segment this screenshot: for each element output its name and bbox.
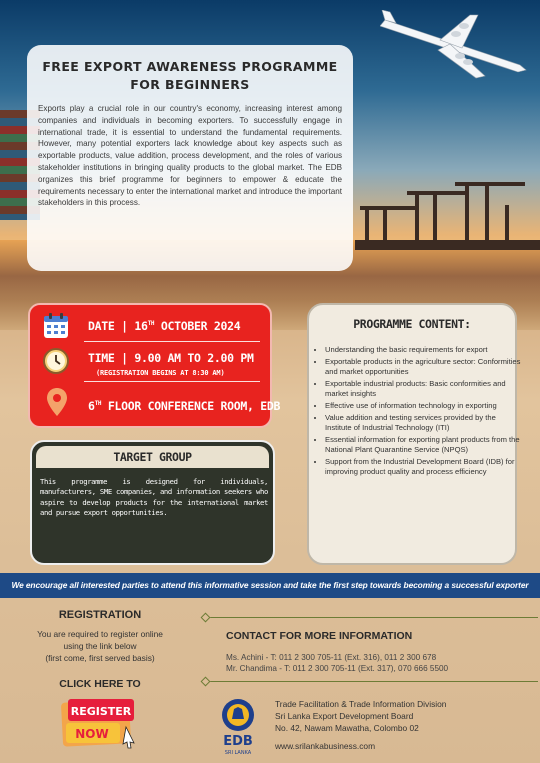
divider-line bbox=[208, 617, 538, 618]
register-now-button[interactable] bbox=[60, 697, 142, 749]
title-line-1: FREE EXPORT AWARENESS PROGRAMME bbox=[42, 59, 338, 74]
address-line-2: Sri Lanka Export Development Board bbox=[275, 711, 414, 721]
register-text[interactable]: REGISTER bbox=[70, 705, 132, 718]
registration-title: REGISTRATION bbox=[58, 609, 142, 621]
banner-text: We encourage all interested parties to attend this informative session and take the first step towards becoming a successful exporter bbox=[11, 580, 529, 590]
address-line-1: Trade Facilitation & Trade Information Division bbox=[275, 699, 447, 709]
event-venue bbox=[88, 399, 280, 413]
edb-logo-subtext: SRI LANKA bbox=[224, 750, 252, 756]
programme-content-list bbox=[315, 345, 521, 479]
date-suffix: TH bbox=[147, 320, 155, 328]
target-group-header bbox=[36, 446, 269, 468]
target-group-card bbox=[30, 440, 275, 565]
calendar-icon bbox=[42, 312, 70, 340]
date-prefix: DATE | 16 bbox=[88, 319, 148, 333]
intro-paragraph: Exports play a crucial role in our country's economy, increasing interest among companies and individuals in becoming exporters. To successfully engage in international trade, it is essential to understand the fundamental requirements. However, many potential exporters lack knowledge about key aspects such as exportable products, value addition, process development, and the roles of various stakeholder institutions in bringing quality products to the global market. The EDB organizes this brief programme for beginners to empower & educate the requirements necessary to enter the international market and introduce the important stakeholders in this process. bbox=[38, 104, 342, 208]
venue-room: FLOOR CONFERENCE ROOM, EDB bbox=[101, 399, 281, 413]
registration-instructions bbox=[0, 628, 200, 664]
location-pin-icon bbox=[46, 387, 68, 417]
venue-suffix: TH bbox=[94, 400, 102, 408]
intro-card bbox=[27, 45, 353, 271]
registration-note: (REGISTRATION BEGINS AT 8:30 AM) bbox=[96, 369, 225, 377]
click-here-label: CLICK HERE TO bbox=[59, 678, 141, 690]
date-month-year: OCTOBER 2024 bbox=[154, 319, 241, 333]
list-item: • Effective use of information technology in exporting bbox=[325, 401, 521, 411]
encouragement-banner bbox=[0, 573, 540, 598]
event-date bbox=[88, 319, 240, 333]
list-item: • Value addition and testing services provided by the Institute of Industrial Technology (ITI) bbox=[325, 413, 521, 434]
list-item: • Understanding the basic requirements for export bbox=[325, 345, 521, 355]
address-line-3: No. 42, Nawam Mawatha, Colombo 02 bbox=[275, 723, 419, 733]
list-item: • Exportable industrial products: Basic conformities and market insights bbox=[325, 379, 521, 400]
target-group-title: TARGET GROUP bbox=[113, 450, 192, 464]
target-group-text: This programme is designed for individuals, manufacturers, SME companies, and information seekers who aspire to develop products for the international market and pursue export opportunities. bbox=[40, 477, 268, 518]
clock-icon bbox=[42, 347, 70, 375]
edb-logo bbox=[218, 697, 258, 757]
registration-line-3: (first come, first served basis) bbox=[45, 653, 155, 663]
edb-logo-text: EDB bbox=[223, 734, 253, 749]
programme-content-title: PROGRAMME CONTENT: bbox=[353, 317, 471, 331]
list-item: • Support from the Industrial Development Board (IDB) for improving product quality and process efficiency bbox=[325, 457, 521, 478]
contact-line-1: Ms. Achini - T: 011 2 300 705-11 (Ext. 316), 011 2 300 678 bbox=[226, 653, 437, 662]
registration-line-2: using the link below bbox=[63, 641, 137, 651]
programme-content-card bbox=[307, 303, 521, 565]
website-link[interactable]: www.srilankabusiness.com bbox=[275, 741, 376, 751]
divider bbox=[84, 341, 260, 342]
divider bbox=[84, 381, 260, 382]
list-item: • Exportable products in the agriculture sector: Conformities and market opportunities bbox=[325, 357, 521, 378]
divider-line bbox=[208, 681, 538, 682]
now-text[interactable]: NOW bbox=[75, 727, 109, 741]
event-details-card bbox=[28, 303, 281, 428]
registration-line-1: You are required to register online bbox=[37, 629, 163, 639]
programme-title bbox=[27, 58, 353, 94]
airplane-image bbox=[380, 10, 530, 80]
port-cranes-image bbox=[355, 180, 540, 250]
contact-title: CONTACT FOR MORE INFORMATION bbox=[226, 630, 413, 642]
contact-line-2: Mr. Chandima - T: 011 2 300 705-11 (Ext. 317), 070 666 5500 bbox=[226, 664, 449, 673]
venue-floor: 6 bbox=[88, 399, 95, 413]
title-line-2: FOR BEGINNERS bbox=[130, 77, 250, 92]
event-time: TIME | 9.00 AM TO 2.00 PM bbox=[88, 351, 254, 365]
list-item: • Essential information for exporting plant products from the National Plant Quarantine Service (NPQS) bbox=[325, 435, 521, 456]
